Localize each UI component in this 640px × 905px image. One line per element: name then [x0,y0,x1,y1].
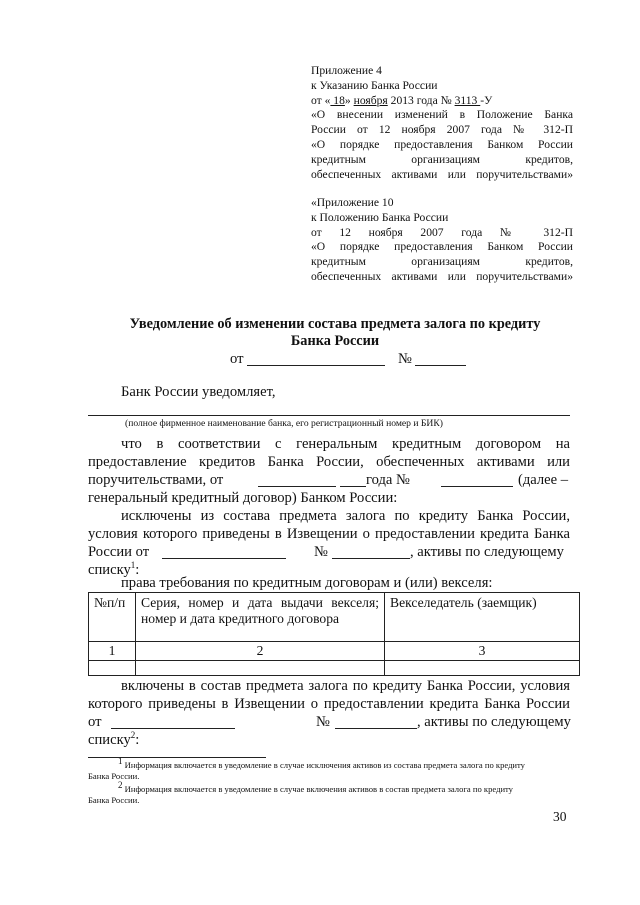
appendix10-line: обеспеченных активами или поручительствами» [311,269,573,283]
appendix-day: 18 [330,93,345,107]
appendix10-line: к Положению Банка России [311,210,449,224]
title-number-label: № [398,351,412,367]
title-from-label: от [230,351,244,367]
page-title [110,316,560,350]
para1-hereinafter: (далее – [518,472,569,488]
claims-text: права требования по кредитным договорам и (или) векселя: [121,575,493,591]
appendix-line: России от 12 ноября 2007 года № 312-П [311,123,573,137]
table-cell [89,660,136,675]
appendix-number: 3113 [454,93,481,107]
appendix10-line: «О порядке предоставления Банком России [311,240,573,254]
bank-name-note: (полное фирменное наименование банка, его регистрационный номер и БИК) [125,418,443,429]
table-cell: 1 [89,642,136,661]
para1-date-blank [258,486,336,487]
table-cell: 3 [385,642,580,661]
para2-line: исключены из состава предмета залога по кредиту Банка России, [121,508,570,524]
para2-number-label: № [314,544,328,560]
para3-number-blank [335,728,417,729]
para2-number-blank [332,558,410,559]
appendix10-line: «Приложение 10 [311,196,394,209]
para3-line: которого приведены в Извещении о предоставлении кредита Банка России [88,696,570,712]
para3-from-label: от [88,714,102,730]
table-row [89,660,580,675]
appendix-month: ноября [353,93,388,107]
appendix-line: обеспеченных активами или поручительствами» [311,167,573,181]
appendix10-line: кредитным организациям кредитов, [311,255,573,269]
para1-year-blank [340,486,366,487]
para2-date-blank [162,558,286,559]
footnote-ref-2: 2 [130,730,136,741]
footnote-separator [88,757,266,758]
title-line: Уведомление об изменении состава предмета залога по кредиту [129,316,541,332]
para2-assets-text: , активы по следующему [410,544,564,560]
table-row [89,642,580,661]
title-date-blank [247,365,385,366]
appendix10-line: от 12 ноября 2007 года № 312-П [311,225,573,239]
page-number: 30 [553,809,567,824]
para1-line: что в соответствии с генеральным кредитным договором на [121,436,570,452]
appendix-header [311,64,573,182]
para1-line: предоставление кредитов Банка России, обеспеченных активами или [88,454,570,470]
table-header-row [89,593,580,642]
assets-table [88,592,580,676]
bank-name-blank [88,415,570,416]
para2-line: условия которого приведены в Извещении о предоставлении кредита Банка [88,526,570,542]
appendix-line: «О внесении изменений в Положение Банка [311,108,573,122]
para3-number-label: № [316,714,330,730]
para1-number-blank [441,486,513,487]
table-cell [385,660,580,675]
footnote-ref-1: 1 [130,560,136,571]
title-number-blank [415,365,466,366]
para2-from-label: России от [88,544,150,560]
para3-list-label: списку$^2$: [88,730,140,748]
appendix-date-line: от « 18» ноября 2013 года № 3113 -У [311,93,493,107]
appendix10-header [311,196,573,285]
para3-date-blank [111,728,235,729]
appendix-line: Приложение 4 [311,64,382,77]
para2-list-label: списку$^1$: [88,560,140,578]
appendix-line: к Указанию Банка России [311,78,438,92]
footnote-2: 2 Информация включается в уведомление в случае включения активов в состав предмета залога по кредиту Банка России. [88,780,513,805]
title-line: Банка России [290,333,380,349]
table-cell [136,660,385,675]
para1-year-label: года № [366,472,410,488]
header-cell: №п/п [89,593,136,642]
para3-line: включены в состав предмета залога по кредиту Банка России, условия [121,678,570,694]
appendix-line: «О порядке предоставления Банком России [311,137,573,151]
header-cell: Серия, номер и дата выдачи векселя; номер и дата кредитного договора [136,593,385,642]
para1-line: генеральный кредитный договор) Банком России: [88,490,398,506]
notify-text: Банк России уведомляет, [121,384,276,400]
footnote-1: 1 Информация включается в уведомление в случае исключения активов из состава предмета залога по кредиту Банка России. [88,756,525,781]
table-cell: 2 [136,642,385,661]
header-cell: Векселедатель (заемщик) [385,593,580,642]
para1-from-label: поручительствами, от [88,472,224,488]
para3-assets-text: , активы по следующему [417,714,571,730]
appendix-line: кредитным организациям кредитов, [311,152,573,166]
